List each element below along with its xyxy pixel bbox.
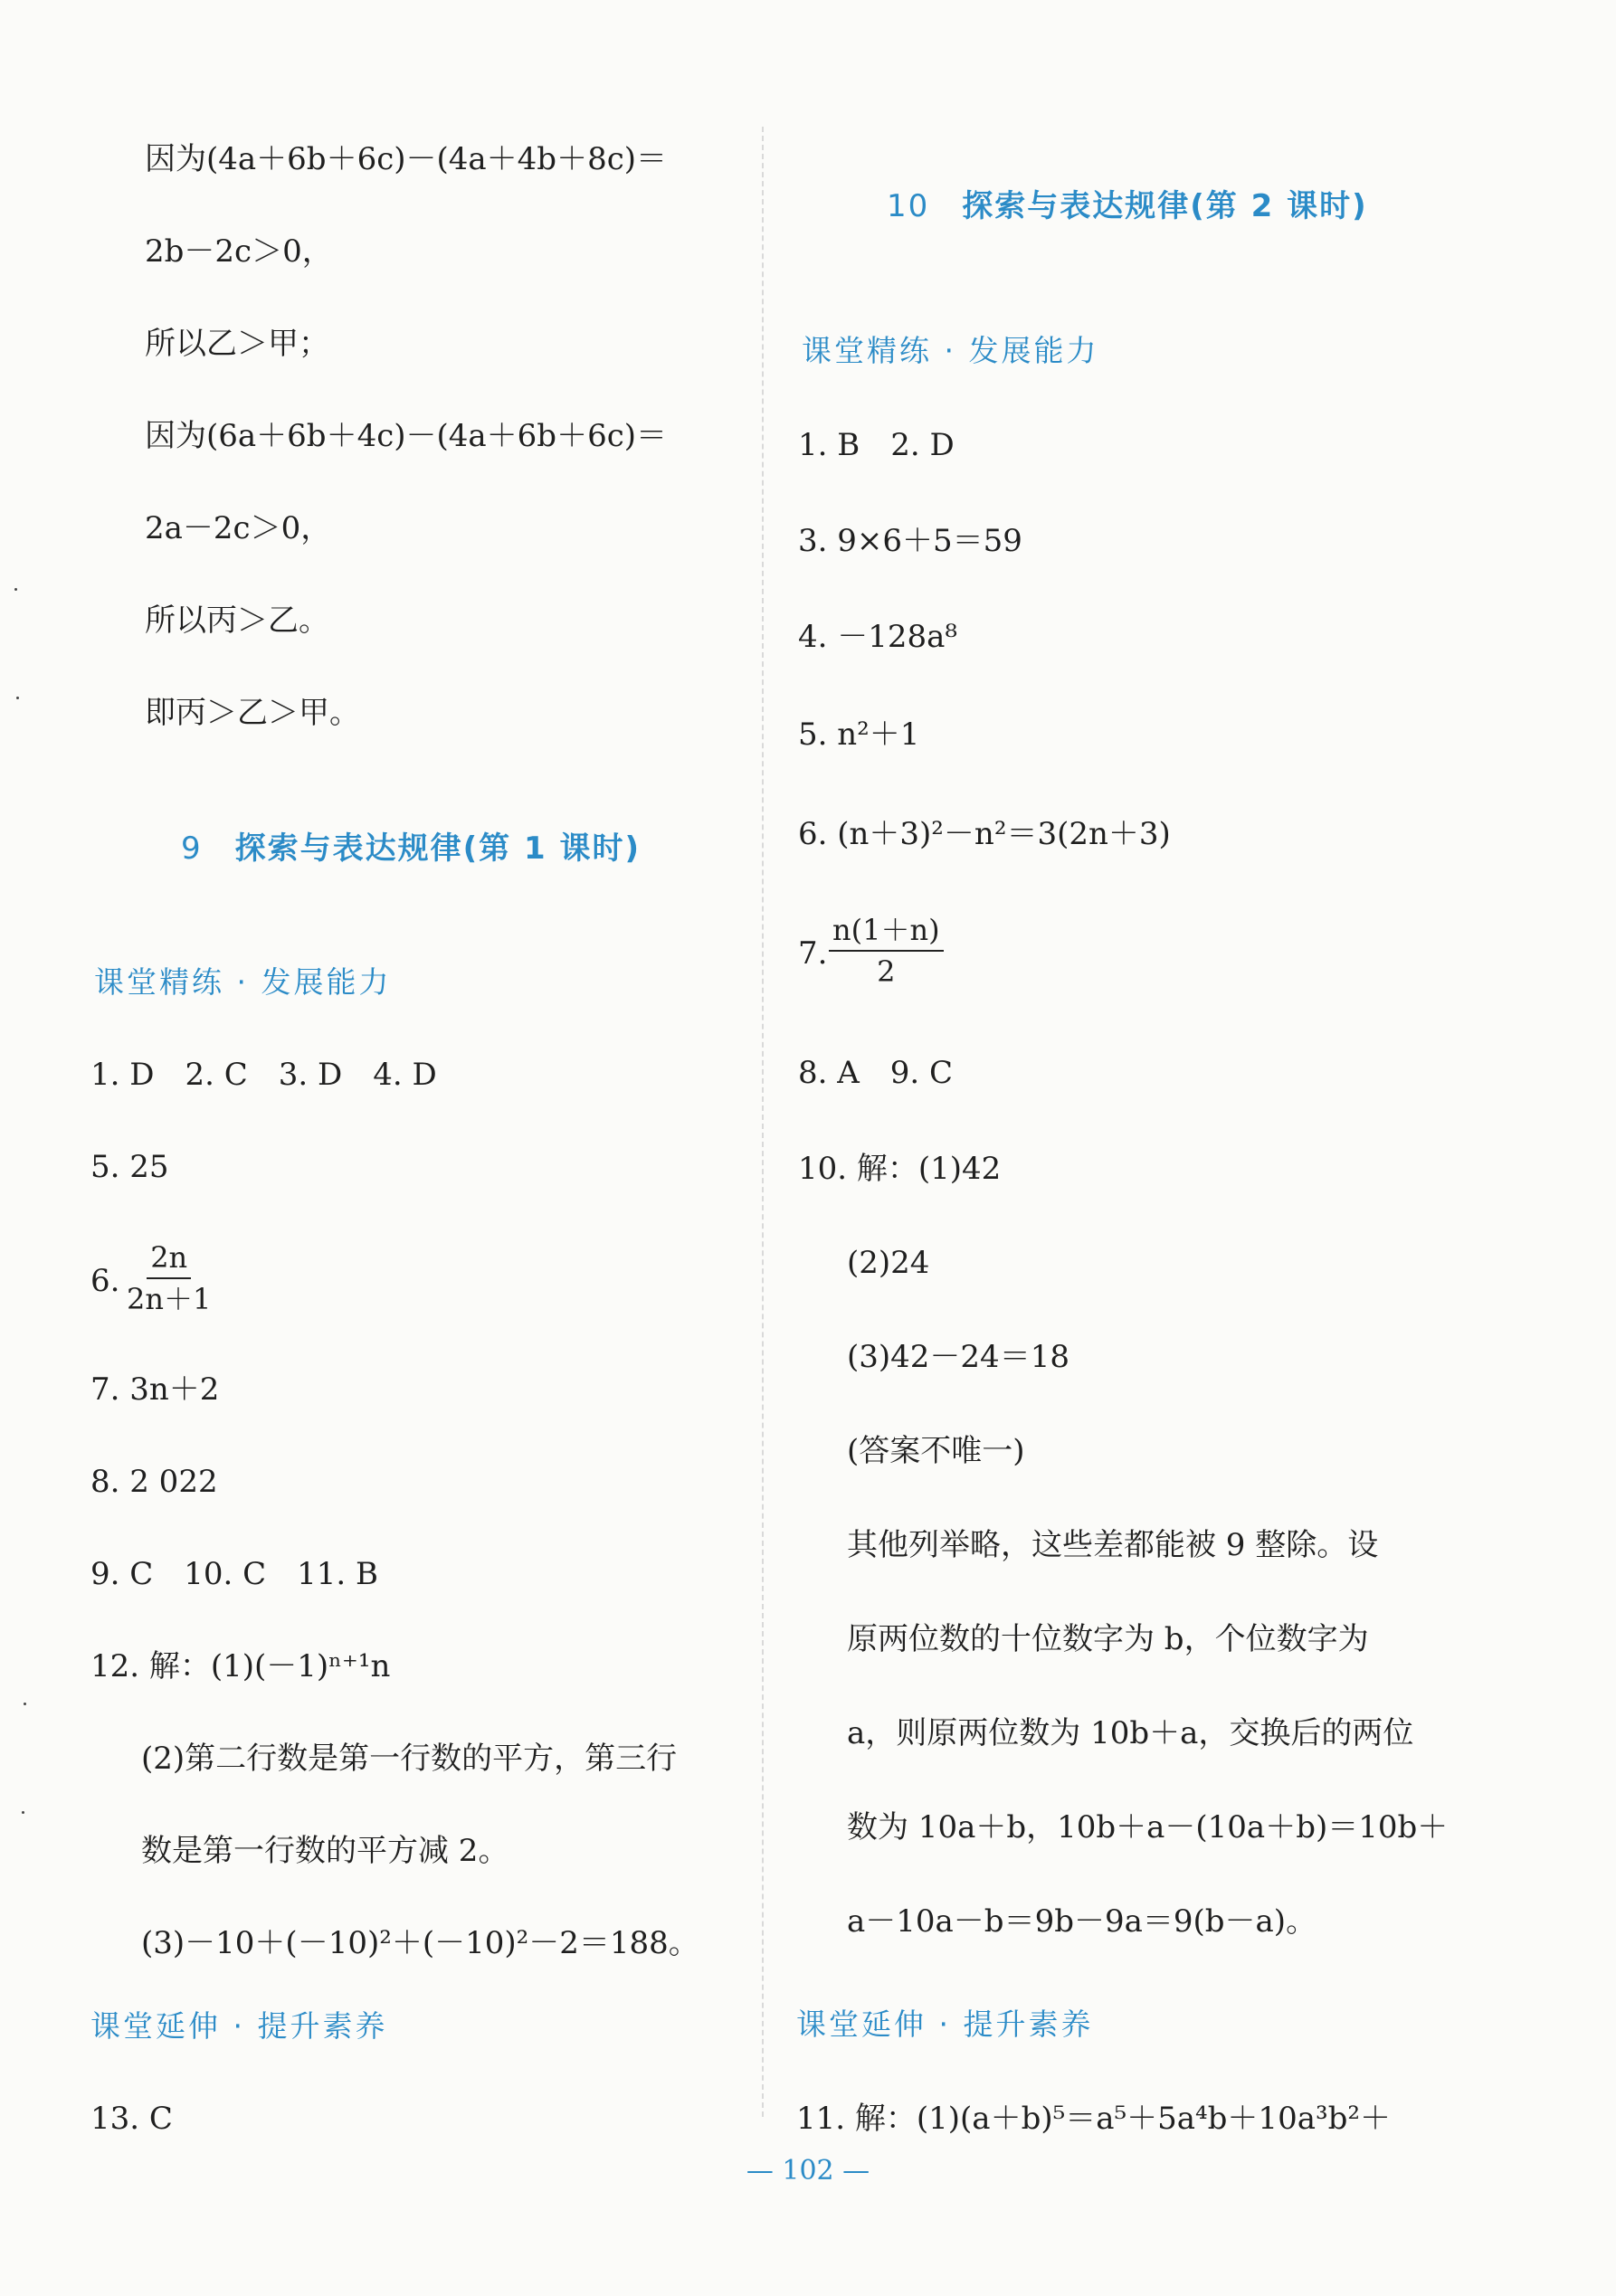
left-line-4: 因为(6a＋6b＋4c)－(4a＋6b＋6c)＝: [145, 418, 668, 454]
scan-speck: [16, 697, 19, 699]
answer-10: 10. 解：(1)42: [798, 1151, 1002, 1187]
section-number: 9: [181, 830, 203, 867]
answer-9-11: 9. C 10. C 11. B: [90, 1556, 379, 1592]
fraction-denominator: 2n＋1: [127, 1282, 212, 1316]
answer-1-4: 1. D 2. C 3. D 4. D: [90, 1057, 437, 1093]
answer-6-label: 6.: [90, 1263, 120, 1299]
answer-12-part2-b: 数是第一行数的平方减 2。: [141, 1833, 509, 1869]
left-line-2: 2b－2c＞0，: [145, 233, 333, 270]
section-heading-10: [887, 185, 1368, 228]
explanation-line-3: a，则原两位数为 10b＋a，交换后的两位: [847, 1715, 1414, 1751]
answer-4: 4. －128a⁸: [798, 619, 958, 655]
fraction-numerator: 2n: [147, 1238, 191, 1279]
scan-speck: [22, 1811, 24, 1814]
left-line-5: 2a－2c＞0，: [145, 510, 332, 546]
fraction-denominator: 2: [877, 954, 896, 989]
subheading-practice: 课堂精练 · 发展能力: [802, 333, 1099, 368]
scan-speck: [24, 1703, 26, 1705]
section-heading-9: [181, 827, 641, 870]
explanation-line-4: 数为 10a＋b，10b＋a－(10a＋b)＝10b＋: [847, 1809, 1449, 1845]
answer-7-label: 7.: [798, 935, 828, 972]
answer-12-part2-a: (2)第二行数是第一行数的平方，第三行: [141, 1741, 678, 1777]
section-number: 10: [887, 188, 930, 224]
answer-8: 8. 2 022: [90, 1464, 218, 1500]
answer-5: 5. 25: [90, 1149, 169, 1185]
answer-10-part2: (2)24: [847, 1245, 930, 1281]
left-line-1: 因为(4a＋6b＋6c)－(4a＋4b＋8c)＝: [145, 141, 668, 177]
page-number: — 102 —: [746, 2155, 870, 2187]
answer-5: 5. n²＋1: [798, 716, 920, 753]
answer-7: 7. 3n＋2: [90, 1371, 220, 1408]
answer-3: 3. 9×6＋5＝59: [798, 523, 1022, 559]
answer-10-part3: (3)42－24＝18: [847, 1339, 1069, 1375]
answer-1-2: 1. B 2. D: [798, 427, 955, 463]
answer-13: 13. C: [90, 2101, 173, 2137]
subheading-extension: 课堂延伸 · 提升素养: [796, 2007, 1094, 2042]
explanation-line-1: 其他列举略，这些差都能被 9 整除。设: [847, 1527, 1379, 1563]
answer-12-part3: (3)－10＋(－10)²＋(－10)²－2＝188。: [141, 1925, 699, 1961]
section-title: 探索与表达规律(第 1 课时): [234, 830, 642, 867]
subheading-practice: 课堂精练 · 发展能力: [94, 964, 392, 1000]
section-title: 探索与表达规律(第 2 课时): [962, 188, 1368, 224]
left-line-3: 所以乙＞甲；: [145, 326, 329, 362]
answer-7-fraction: [829, 910, 944, 991]
subheading-extension: 课堂延伸 · 提升素养: [90, 2008, 388, 2044]
answer-8-9: 8. A 9. C: [798, 1055, 954, 1091]
answer-11: 11. 解：(1)(a＋b)⁵＝a⁵＋5a⁴b＋10a³b²＋: [796, 2101, 1391, 2137]
column-divider: [762, 127, 764, 2117]
answer-10-note: (答案不唯一): [847, 1433, 1025, 1469]
explanation-line-5: a－10a－b＝9b－9a＝9(b－a)。: [847, 1903, 1317, 1940]
scan-speck: [14, 588, 17, 591]
fraction-numerator: n(1＋n): [829, 910, 944, 952]
explanation-line-2: 原两位数的十位数字为 b，个位数字为: [847, 1621, 1369, 1657]
answer-6: 6. (n＋3)²－n²＝3(2n＋3): [798, 816, 1171, 852]
left-line-7: 即丙＞乙＞甲。: [145, 695, 360, 731]
left-line-6: 所以丙＞乙。: [145, 602, 329, 639]
answer-6-fraction: [123, 1238, 214, 1319]
answer-12: 12. 解：(1)(－1)ⁿ⁺¹n: [90, 1648, 391, 1684]
